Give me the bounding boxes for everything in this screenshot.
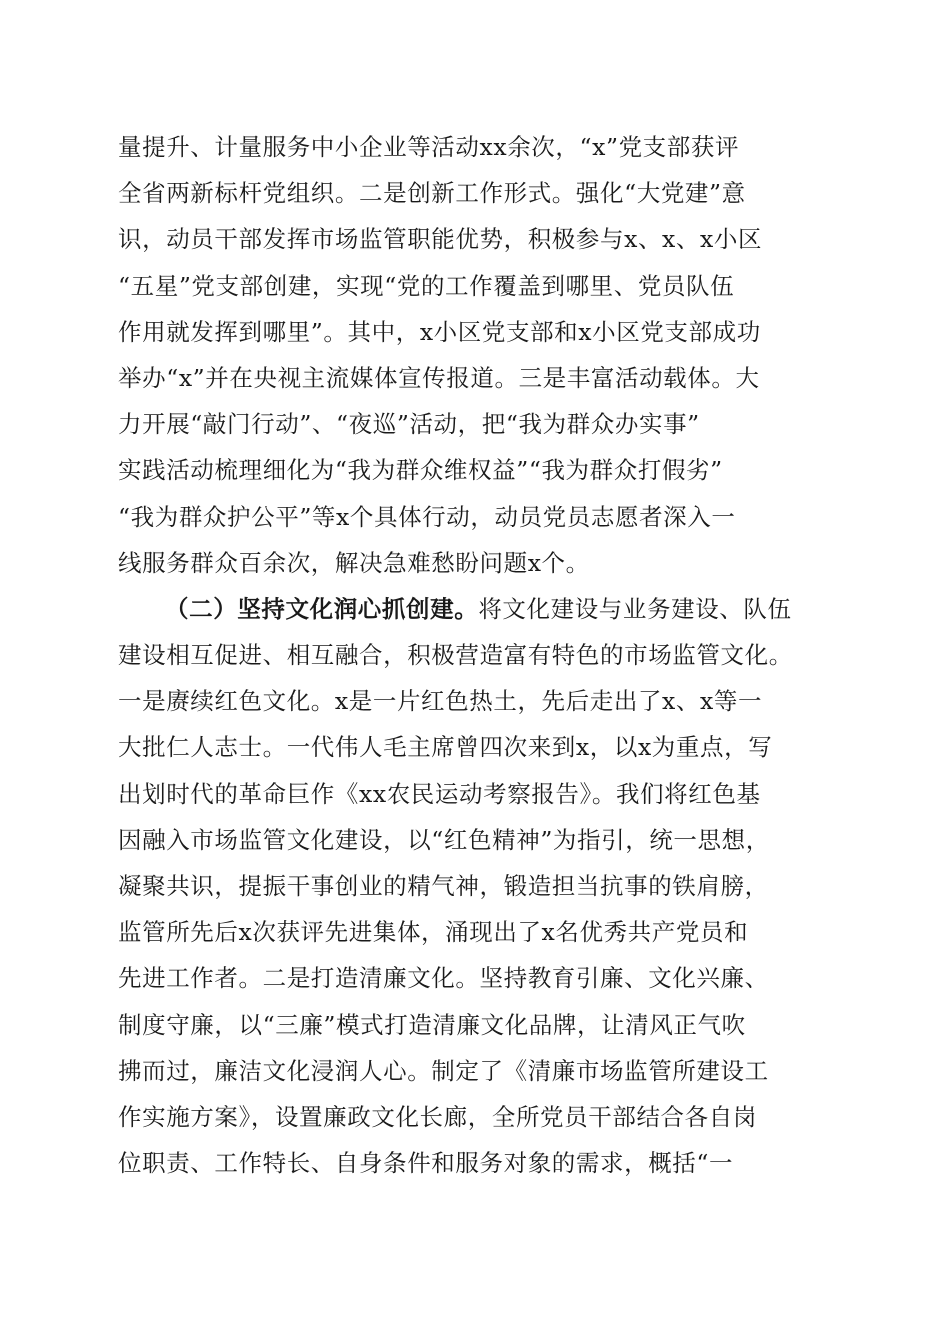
text-line: 作用就发挥到哪里”。其中，x小区党支部和x小区党支部成功 (118, 317, 761, 346)
text-line: 大批仁人志士。一代伟人毛主席曾四次来到x，以x为重点，写 (118, 733, 773, 762)
text-line: 出划时代的革命巨作《xx农民运动考察报告》。我们将红色基 (118, 779, 761, 808)
text-line: 线服务群众百余次，解决急难愁盼问题x个。 (118, 548, 590, 577)
text-line: 位职责、工作特长、自身条件和服务对象的需求，概括“一 (118, 1149, 734, 1178)
text-line: “我为群众护公平”等x个具体行动，动员党员志愿者深入一 (118, 502, 736, 531)
text-line: 实践活动梳理细化为“我为群众维权益”“我为群众打假劣” (118, 456, 723, 485)
section-heading: （二）坚持文化润心抓创建。 (165, 594, 479, 623)
text-line: 先进工作者。二是打造清廉文化。坚持教育引廉、文化兴廉、 (118, 964, 769, 993)
text-line: 制度守廉，以“三廉”模式打造清廉文化品牌，让清风正气吹 (118, 1010, 746, 1039)
text-line: 建设相互促进、相互融合，积极营造富有特色的市场监管文化。 (118, 641, 793, 670)
paragraph-2 (118, 586, 833, 1186)
text-line: 拂而过，廉洁文化浸润人心。制定了《清廉市场监管所建设工 (118, 1056, 769, 1085)
paragraph-1 (118, 124, 833, 586)
text-line: 力开展“敲门行动”、“夜巡”活动，把“我为群众办实事” (118, 410, 700, 439)
text-line: “五星”党支部创建，实现“党的工作覆盖到哪里、党员队伍 (118, 271, 735, 300)
text-line: 识，动员干部发挥市场监管职能优势，积极参与x、x、x小区 (118, 225, 763, 254)
text-line: 量提升、计量服务中小企业等活动xx余次，“x”党支部获评 (118, 133, 740, 161)
text-line: 凝聚共识，提振干事创业的精气神，锻造担当抗事的铁肩膀， (118, 872, 769, 900)
text-line: 作实施方案》，设置廉政文化长廊，全所党员干部结合各自岗 (118, 1102, 757, 1131)
text-line: 一是赓续红色文化。x是一片红色热土，先后走出了x、x等一 (118, 687, 763, 716)
heading-line-rest: 将文化建设与业务建设、队伍 (478, 594, 792, 623)
text-line: 举办“x”并在央视主流媒体宣传报道。三是丰富活动载体。大 (118, 363, 760, 392)
document-body (118, 124, 833, 1186)
text-line: 监管所先后x次获评先进集体，涌现出了x名优秀共产党员和 (118, 918, 749, 947)
text-line: 因融入市场监管文化建设，以“红色精神”为指引，统一思想， (118, 825, 770, 854)
text-line (118, 586, 833, 632)
text-line: 全省两新标杆党组织。二是创新工作形式。强化“大党建”意 (118, 179, 746, 208)
